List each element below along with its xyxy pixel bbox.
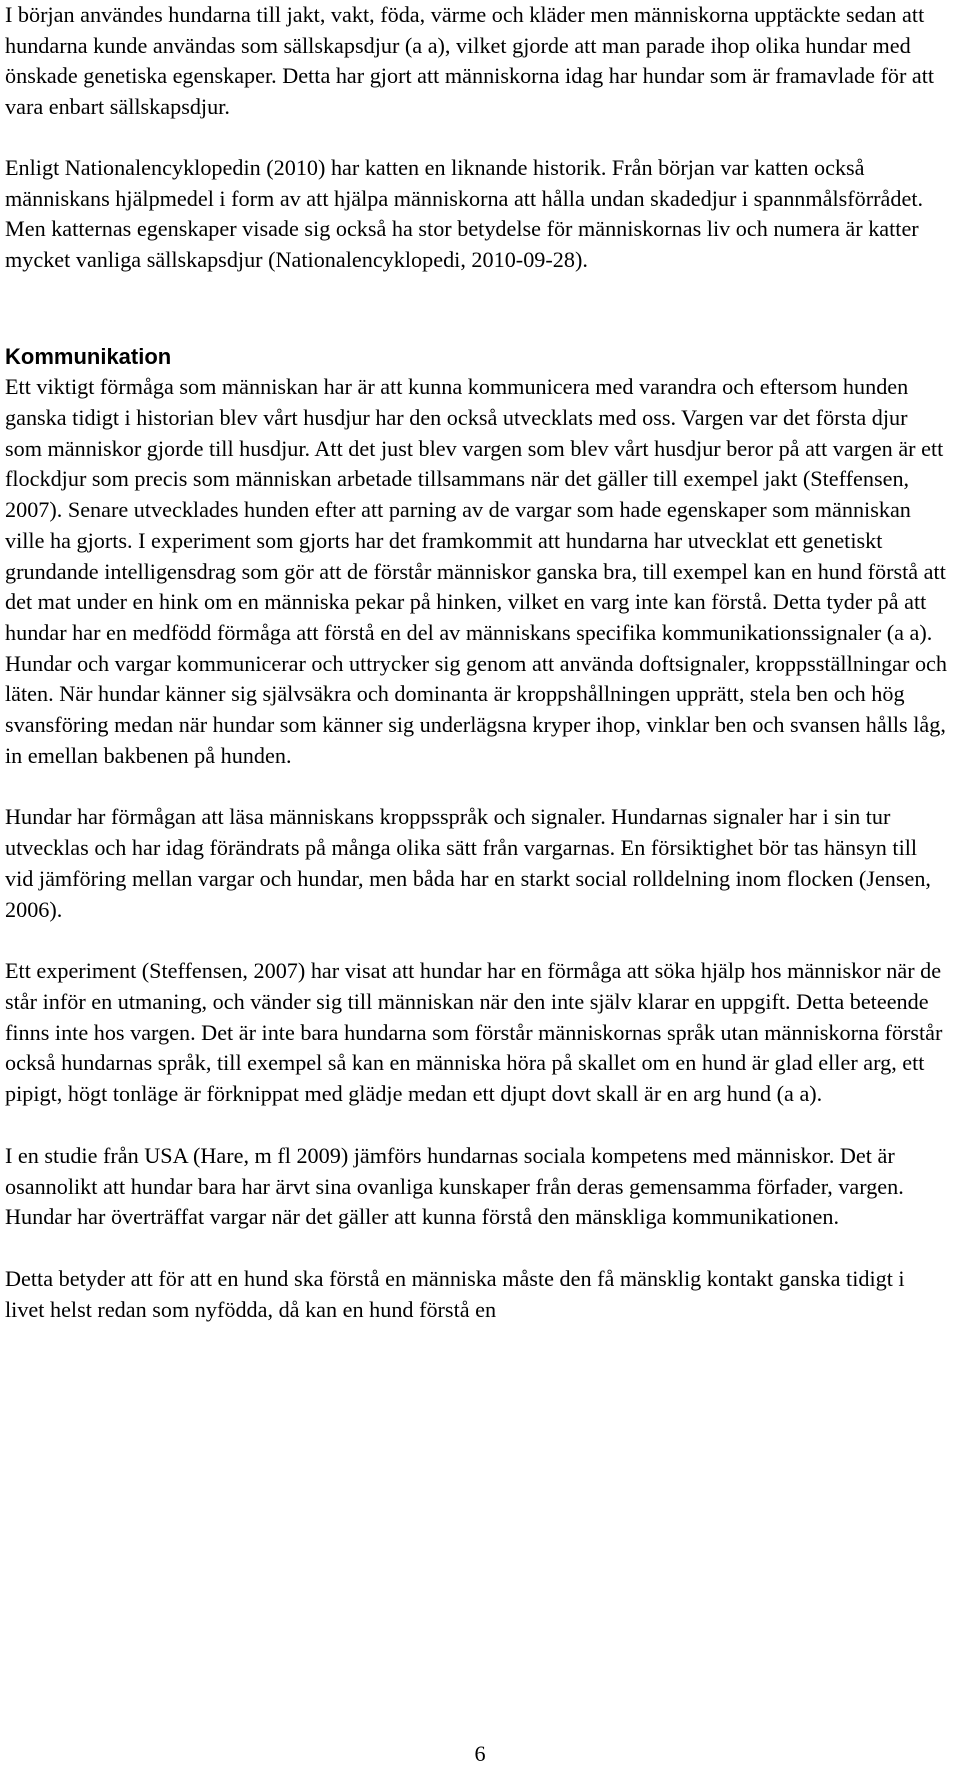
paragraph-usa-study: I en studie från USA (Hare, m fl 2009) jämförs hundarnas sociala kompetens med människor. Det är osannolikt att hundar bara har ärvt sina ovanliga kunskaper från deras gemensamma förfader, vargen. Hundar har överträffat vargar när det gäller att kunna förstå den mänskliga kommunikationen. xyxy=(5,1142,904,1230)
paragraph-human-contact: Detta betyder att för att en hund ska förstå en människa måste den få mänsklig kontakt ganska tidigt i livet helst redan som nyfödda, då kan en hund förstå en xyxy=(5,1265,905,1322)
paragraph-body-language: Hundar har förmågan att läsa människans kroppsspråk och signaler. Hundarnas signaler har i sin tur utvecklas och har idag förändrats på många olika sätt från vargarnas. En försiktighet bör tas hänsyn till vid jämföring mellan vargar och hundar, men båda har en starkt social rolldelning inom flocken (Jensen, 2006). xyxy=(5,804,931,922)
document-body xyxy=(5,0,947,1325)
paragraph-communication: Ett viktigt förmåga som människan har är att kunna kommunicera med varandra och eftersom hunden ganska tidigt i historian blev vårt husdjur har den också utvecklats med oss. Vargen var det första djur som människor gjorde till husdjur. Att det just blev vargen som blev vårt husdjur beror på att vargen är ett flockdjur som precis som människan arbetade tillsammans när det gäller till exempel jakt (Steffensen, 2007). Senare utvecklades hunden efter att parning av de vargar som hade egenskaper som människan ville ha gjorts. I experiment som gjorts har det framkommit att hundarna har utvecklat ett genetiskt grundande intelligensdrag som gör att de förstår människor ganska bra, till exempel kan en hund förstå att det mat under en hink om en människa pekar på hinken, vilket en varg inte kan förstå. Detta tyder på att hundar har en medfödd förmåga att förstå en del av människans specifika kommunikationssignaler (a a). Hundar och vargar kommunicerar och uttrycker sig genom att använda doftsignaler, kroppsställningar och läten. När hundar känner sig självsäkra och dominanta är kroppshållningen upprätt, stela ben och hög svansföring medan när hundar som känner sig underlägsna kryper ihop, vinklar ben och svansen hålls låg, in emellan bakbenen på hunden. xyxy=(5,374,947,768)
page-number: 6 xyxy=(474,1741,486,1766)
paragraph-cat-history: Enligt Nationalencyklopedin (2010) har katten en liknande historik. Från början var katten också människans hjälpmedel i form av att hjälpa människorna att hålla undan skadedjur i spannmålsförrådet. Men katternas egenskaper visade sig också ha stor betydelse för människornas liv och numera är katter mycket vanliga sällskapsdjur (Nationalencyklopedi, 2010-09-28). xyxy=(5,154,924,272)
paragraph-dog-history: I början användes hundarna till jakt, vakt, föda, värme och kläder men människorna upptäckte sedan att hundarna kunde användas som sällskapsdjur (a a), vilket gjorde att man parade ihop olika hundar med önskade genetiska egenskaper. Detta har gjort att människorna idag har hundar som är framavlade för att vara enbart sällskapsdjur. xyxy=(5,2,935,120)
paragraph-experiment: Ett experiment (Steffensen, 2007) har visat att hundar har en förmåga att söka hjälp hos människor när de står inför en utmaning, och vänder sig till människan när den inte själv klarar en uppgift. Detta beteende finns inte hos vargen. Det är inte bara hundarna som förstår människornas språk utan människorna förstår också hundarnas språk, till exempel så kan en människa höra på skallet om en hund är glad eller arg, ett pipigt, högt tonläge är förknippat med glädje medan ett djupt dovt skall är en arg hund (a a). xyxy=(5,958,943,1107)
section-heading-kommunikation: Kommunikation xyxy=(5,343,172,369)
